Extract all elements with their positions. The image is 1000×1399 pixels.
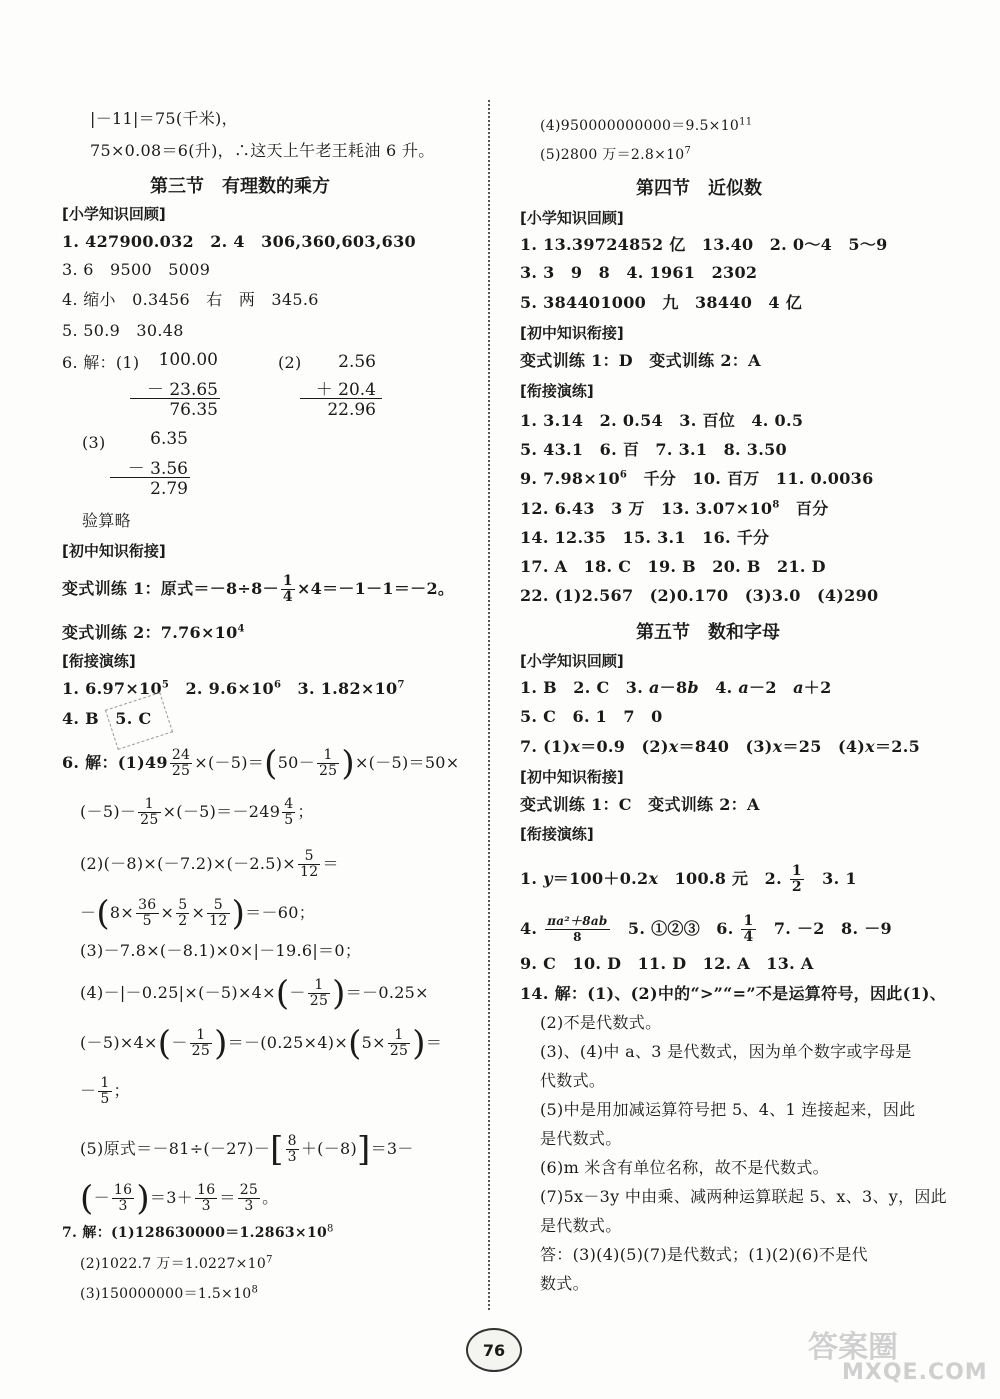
section-title: 第三节 有理数的乘方	[150, 176, 330, 197]
calc-top: 6̇.35	[150, 429, 188, 449]
answer-line: 3. 3 9 8 4. 1961 2302	[520, 263, 758, 282]
line: 验算略	[82, 511, 131, 530]
answer-line: 1. 13.39724852 亿 13.40 2. 0～4 5～9	[520, 235, 888, 254]
calc-mid: － 23.65	[146, 380, 218, 400]
answer-line: $(4)950000000000=9.5\times 10^{11}$	[540, 116, 753, 134]
answer-line: 答：(3)(4)(5)(7)是代数式；(1)(2)(6)不是代	[540, 1245, 868, 1264]
answer-line: 1. $6.97\times 10^5$ 2. $9.6\times 10^6$ 3. $1.82\times 10^7$	[62, 679, 405, 698]
answer-line: 7. (1)x＝0.9 (2)x＝840 (3)x＝25 (4)x＝2.5	[520, 737, 921, 756]
answer-line: 12. 6.43 3 万 13. $3.07\times 10^8$ 百分	[520, 499, 829, 518]
section-tag: [小学知识回顾]	[62, 205, 166, 223]
answer-line: 14. 12.35 15. 3.1 16. 千分	[520, 528, 770, 547]
answer-line: 变式训练 1：D 变式训练 2：A	[520, 351, 761, 370]
answer-line: (3)、(4)中 a、3 是代数式，因为单个数字或字母是	[540, 1042, 912, 1061]
answer-line: 5. C 6. 1 7 0	[520, 707, 663, 726]
section-title: 第五节 数和字母	[636, 622, 780, 643]
section-tag: [衔接演练]	[62, 652, 136, 670]
answer-line: 代数式。	[540, 1071, 606, 1090]
answer-line: (2)1022.7 万$=1.0227\times 10^7$	[80, 1254, 273, 1272]
answer-line: 22. (1)2.567 (2)0.170 (3)3.0 (4)290	[520, 586, 879, 605]
answer-line: －(8× $\frac{36}{5}$ × $\frac{5}{2}$ × $\frac{5}{12}$ )＝－60；	[80, 893, 316, 934]
answer-line: － $\frac{1}{5}$ ；	[80, 1075, 130, 1107]
answer-line: 是代数式。	[540, 1216, 622, 1235]
line: |－11|＝75(千米)，	[90, 109, 238, 128]
section-tag: [小学知识回顾]	[520, 652, 624, 670]
section-tag: [初中知识衔接]	[62, 542, 166, 560]
answer-line: (－5)－ $\frac{1}{25}$ ×(－5)＝－249 $\frac{4}{5}$ ；	[80, 796, 314, 828]
answer-line: (7)5x－3y 中由乘、减两种运算联起 5、x、3、y，因此	[540, 1187, 947, 1206]
section-title: 第四节 近似数	[636, 178, 762, 199]
answer-line: (5)中是用加减运算符号把 5、4、1 连接起来，因此	[540, 1100, 916, 1119]
answer-label: (2)	[278, 353, 302, 372]
answer-line: (－5)×4×(－ $\frac{1}{25}$ )＝－(0.25×4)×(5× $\frac{1}{25}$ )＝	[80, 1023, 443, 1064]
answer-line: 14. 解：(1)、(2)中的“>”“=”不是运算符号，因此(1)、	[520, 984, 947, 1003]
answer-line: 1. 3.14 2. 0.54 3. 百位 4. 0.5	[520, 411, 804, 430]
calc-result: 22.96	[327, 400, 376, 420]
line: 75×0.08＝6(升)，∴这天上午老王耗油 6 升。	[90, 141, 435, 160]
answer-line: 1. 427900.032 2. 4 306,360,603,630	[62, 232, 416, 251]
answer-line: 变式训练 2：$7.76\times 10^4$	[62, 623, 245, 642]
calc-result: 76.35	[169, 400, 218, 420]
answer-line: 5. 50.9 30.48	[62, 321, 184, 340]
answer-line: 5. 43.1 6. 百 7. 3.1 8. 3.50	[520, 440, 787, 459]
answer-line: 17. A 18. C 19. B 20. B 21. D	[520, 557, 826, 576]
page-number: 76	[466, 1328, 522, 1372]
answer-line: 6. 解：(1)49 $\frac{24}{25}$ ×(－5)＝(50－ $\frac{1}{25}$ )×(－5)＝50×	[62, 743, 460, 784]
section-tag: [初中知识衔接]	[520, 324, 624, 342]
calc-result: 2.79	[150, 479, 188, 499]
watermark-url: MXQE.COM	[842, 1360, 988, 1385]
answer-label: 6. 解：(1)	[62, 353, 140, 372]
answer-line: 7. 解：$(1)128630000=1.2863\times 10^8$	[62, 1223, 334, 1241]
answer-line: 1. B 2. C 3. a－8b 4. a－2 a＋2	[520, 678, 832, 697]
answer-line: 4. $\frac{\text{πa²＋8ab}}{8}$ 5. ①②③ 6. $\frac{1}{4}$ 7. －2 8. －9	[520, 913, 892, 945]
section-tag: [衔接演练]	[520, 825, 594, 843]
answer-line: (5)原式＝－81÷(－27)－[ $\frac{8}{3}$ ＋(－8)]＝3－	[80, 1129, 414, 1170]
answer-line: (2)(－8)×(－7.2)×(－2.5)× $\frac{5}{12}$ ＝	[80, 848, 339, 880]
answer-line: (5)2800 万$=2.8\times 10^7$	[540, 145, 692, 163]
answer-line: 9. C 10. D 11. D 12. A 13. A	[520, 954, 814, 973]
answer-line: (－ $\frac{16}{3}$ )＝3＋ $\frac{16}{3}$ ＝ $\frac{25}{3}$ 。	[80, 1178, 279, 1219]
answer-line: 9. $7.98\times 10^6$ 千分 10. 百万 11. 0.0036	[520, 469, 874, 488]
section-tag: [小学知识回顾]	[520, 209, 624, 227]
answer-line: 1. y＝100＋0.2x 100.8 元 2. $\frac{1}{2}$ 3. 1	[520, 863, 857, 895]
calc-top: 2.56	[338, 352, 376, 372]
answer-line: 是代数式。	[540, 1129, 622, 1148]
answer-line: 4. 缩小 0.3456 右 两 345.6	[62, 290, 319, 309]
calc-mid: － 3.56	[127, 459, 188, 479]
answer-line: (2)不是代数式。	[540, 1013, 662, 1032]
watermark-logo: 答案圈	[808, 1330, 898, 1365]
calc-top: 1̇0̇0.00	[158, 350, 218, 370]
answer-line: $(3)150000000=1.5\times 10^8$	[80, 1284, 259, 1302]
answer-label: (3)	[82, 433, 106, 452]
answer-line: 3. 6 9500 5009	[62, 260, 211, 279]
answer-line: 变式训练 1：原式＝－8÷8－ $\frac{1}{4}$ ×4＝－1－1＝－2。	[62, 573, 455, 605]
answer-line: 变式训练 1：C 变式训练 2：A	[520, 795, 760, 814]
answer-line: (3)－7.8×(－8.1)×0×|－19.6|＝0；	[80, 941, 362, 960]
answer-line: 5. 384401000 九 38440 4 亿	[520, 293, 803, 312]
section-tag: [衔接演练]	[520, 382, 594, 400]
answer-line: (6)m 米含有单位名称，故不是代数式。	[540, 1158, 829, 1177]
calc-mid: ＋ 20.4	[315, 380, 376, 400]
answer-line: 4. B 5. C	[62, 709, 152, 728]
answer-line: 数式。	[540, 1274, 589, 1293]
answer-line: (4)－|－0.25|×(－5)×4×(－ $\frac{1}{25}$ )＝－0.25×	[80, 973, 429, 1014]
section-tag: [初中知识衔接]	[520, 768, 624, 786]
